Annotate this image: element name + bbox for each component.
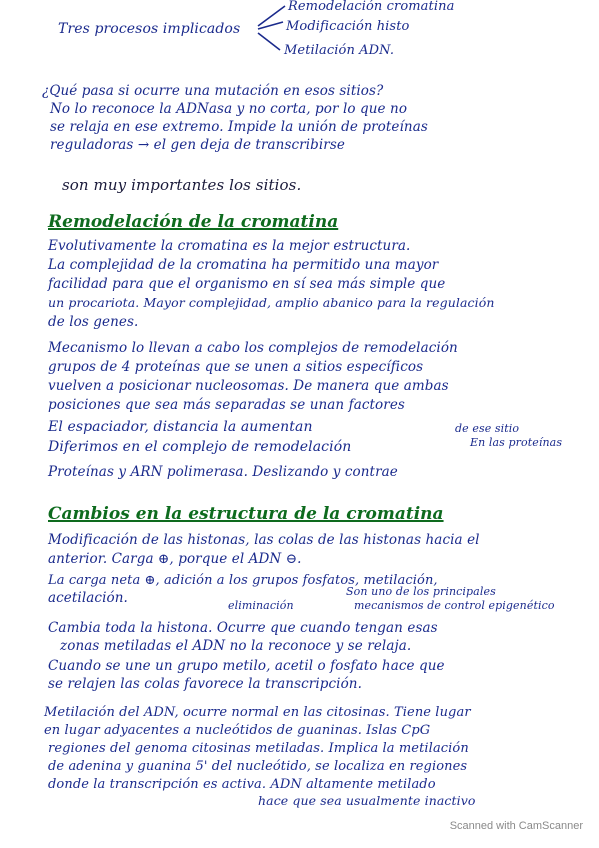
s1-note-right-1: de ese sitio: [455, 422, 520, 435]
s1-line-8: vuelven a posicionar nucleosomas. De manera que ambas: [48, 378, 449, 394]
s2-line-9: Metilación del ADN, ocurre normal en las citosinas. Tiene lugar: [44, 705, 471, 720]
s1-line-9: posiciones que sea más separadas se unan factores: [48, 397, 405, 413]
s1-line-10: El espaciador, distancia la aumentan: [48, 419, 313, 435]
s2-line-3: La carga neta ⊕, adición a los grupos fosfatos, metilación,: [48, 573, 438, 588]
s1-line-6: Mecanismo lo llevan a cabo los complejos de remodelación: [48, 340, 458, 356]
s2-note-mechanism-1: Son uno de los principales: [346, 585, 496, 598]
section-2-title-text: Cambios en la estructura de la cromatina: [48, 504, 444, 524]
s2-line-7: Cuando se une un grupo metilo, acetil o fosfato hace que: [48, 658, 445, 674]
camscanner-watermark: Scanned with CamScanner: [449, 820, 583, 832]
s1-line-5: de los genes.: [48, 314, 139, 330]
s1-note-right-2: En las proteínas: [470, 436, 563, 449]
s2-line-12: de adenina y guanina 5' del nucleótido, se localiza en regiones: [48, 759, 468, 774]
s1-line-1: Evolutivamente la cromatina es la mejor estructura.: [48, 238, 411, 254]
important-note: son muy importantes los sitios.: [62, 176, 302, 194]
s2-line-8: se relajen las colas favorece la transcripción.: [48, 676, 362, 692]
branch-remodelacion: Remodelación cromatina: [288, 0, 455, 14]
question-line-4: reguladoras → el gen deja de transcribirse: [50, 137, 345, 153]
section-2-title: [48, 504, 444, 524]
s2-line-5: Cambia toda la histona. Ocurre que cuando tengan esas: [48, 620, 438, 636]
branch-modificacion: Modificación histo: [286, 19, 410, 34]
s1-line-12: Proteínas y ARN polimerasa. Deslizando y contrae: [48, 464, 398, 480]
s1-line-7: grupos de 4 proteínas que se unen a sitios específicos: [48, 359, 424, 375]
s2-line-10: en lugar adyacentes a nucleótidos de guaninas. Islas CpG: [44, 723, 431, 738]
question-line-2: No lo reconoce la ADNasa y no corta, por lo que no: [50, 101, 408, 117]
s2-line-6: zonas metiladas el ADN no la reconoce y se relaja.: [60, 638, 412, 654]
s2-line-11: regiones del genoma citosinas metiladas. Implica la metilación: [48, 741, 469, 756]
section-1-title: Remodelación de la cromatina: [48, 212, 339, 232]
s2-line-1: Modificación de las histonas, las colas de las histonas hacia el: [48, 532, 480, 548]
s2-line-13: donde la transcripción es activa. ADN altamente metilado: [48, 777, 436, 792]
s1-line-3: facilidad para que el organismo en sí sea más simple que: [48, 276, 446, 292]
s2-line-4: acetilación.: [48, 590, 128, 606]
s1-line-4: un procariota. Mayor complejidad, amplio abanico para la regulación: [48, 295, 495, 310]
question-line-1: ¿Qué pasa si ocurre una mutación en esos sitios?: [42, 83, 384, 99]
s2-line-14: hace que sea usualmente inactivo: [258, 793, 476, 808]
intro-text: Tres procesos implicados: [58, 21, 241, 37]
s1-line-2: La complejidad de la cromatina ha permitido una mayor: [48, 257, 439, 273]
s1-line-11: Diferimos en el complejo de remodelación: [48, 439, 352, 455]
s2-note-eliminacion: eliminación: [228, 599, 294, 612]
s2-line-2: anterior. Carga ⊕, porque el ADN ⊖.: [48, 551, 302, 567]
branch-metilacion: Metilación ADN.: [284, 43, 395, 58]
s2-note-mechanism-2: mecanismos de control epigenético: [354, 599, 555, 612]
question-line-3: se relaja en ese extremo. Impide la unión de proteínas: [50, 119, 428, 135]
